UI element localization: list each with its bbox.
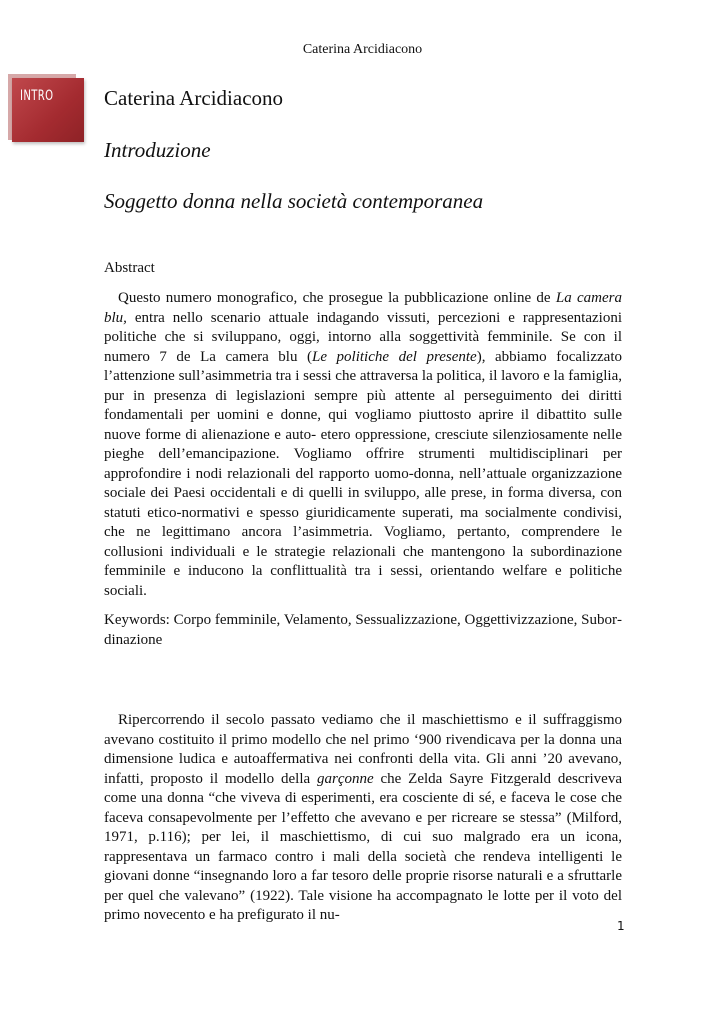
intro-badge-label: INTRO <box>20 88 54 104</box>
article-title: Soggetto donna nella società contemporanea <box>104 189 484 213</box>
article-author: Caterina Arcidiacono <box>104 86 284 110</box>
abstract-italic-1: La camera blu, <box>104 290 623 326</box>
abstract-text-1: Questo numero monografico, che prosegue la pubblicazione online de <box>118 290 556 306</box>
abstract-italic-2: Le politiche del presente <box>312 348 477 365</box>
running-head: Caterina Arcidiacono <box>302 42 423 57</box>
body-paragraph <box>104 711 622 926</box>
body-text-1: Ripercorrendo il secolo passato vediamo che il maschiettismo e il suffraggismo avevano costituito il primo modello che nel primo ‘900 rivendicava per la donna una dimensione ludica e autoaffermativa nei confronti della vita. Gli anni ’20 avevano, infatti, proposto il modello della <box>104 712 622 787</box>
article-section: Introduzione <box>104 138 211 162</box>
page-number: 1 <box>617 919 625 933</box>
abstract-text-3: ), abbiamo focalizzato l’attenzione sull’asimmetria tra i sessi che attraversa la politica, il lavoro e la famiglia, pur in presenza di legislazioni sempre più attente al perseguimento dei diritti fondamentali per uomini e donne, qui vogliamo piuttosto aprire il dibattito sulle nuove forme di alienazione e auto- etero oppressione, cresciute silenziosamente nelle pieghe dell’emancipazione. Vogliamo offrire strumenti multidisciplinari per approfondire i nodi relazionali del rapporto uomo-donna, nell’attuale organizzazione sociale dei Paesi occidentali e di quelli in sviluppo, alle prese, in forma diversa, con statuti etico-normativi e spesso giuridicamente superati, ma socialmente condivisi, che ne legittimano ancora l’asimmetria. Vogliamo, pertanto, comprendere le collusioni individuali e le strategie relazionali che mantengono la subordinazione femminile e inducono la conflittualità tra i sessi, orientando welfare e politiche sociali. <box>104 348 622 599</box>
abstract-text-2: entra nello scenario attuale indagando vissuti, percezioni e rappresentazioni politiche che si sviluppano, oggi, intorno alla soggettività femminile. Se con il numero 7 de La camera blu ( <box>104 309 622 365</box>
body-italic-1: garçonne <box>317 770 374 787</box>
abstract-paragraph <box>104 289 622 601</box>
body-text-2: che Zelda Sayre Fitzgerald descriveva come una donna “che viveva di esperimenti, era cosciente di sé, e faceva le cose che faceva consapevolmente per l’effetto che avevano e per ricreare se stessa” (Milford, 1971, p.116); per lei, il maschiettismo, di cui suo malgrado era un icona, rappresentava un farmaco contro i mali della società che rendeva intelligenti le giovani donne “insegnando loro a far tesoro delle proprie risorse naturali e a sfruttarle per quel che valevano” (1922). Tale visione ha accompagnato le lotte per il voto del primo novecento e ha prefigurato il nu- <box>104 770 622 923</box>
abstract-heading: Abstract <box>104 260 155 276</box>
keywords-paragraph: Keywords: Corpo femminile, Velamento, Sessualizzazione, Oggettivizzazione, Subordinazione <box>104 612 622 648</box>
